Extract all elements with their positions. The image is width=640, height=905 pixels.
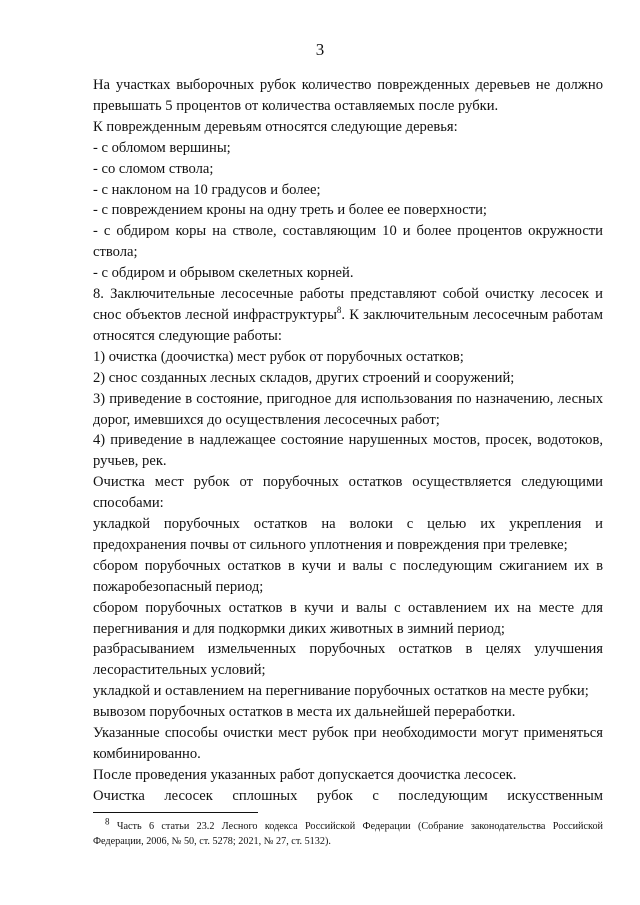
- paragraph-2-text: К поврежденным деревьям относятся следующие деревья:: [93, 118, 458, 135]
- paragraph-last: [93, 786, 603, 807]
- list-item-text: вывозом порубочных остатков в места их дальнейшей переработки.: [93, 704, 516, 721]
- footnote: [93, 816, 603, 849]
- paragraph: [93, 765, 603, 786]
- list-item-text: - с наклоном на 10 градусов и более;: [93, 181, 321, 198]
- paragraph: [93, 723, 603, 765]
- paragraph-text: Указанные способы очистки мест рубок при необходимости могут применяться комбинированно.: [93, 725, 603, 762]
- list-item: [93, 159, 603, 180]
- paragraph-text: Очистка лесосек сплошных рубок с последующим искусственным: [93, 787, 603, 804]
- list-item-text: укладкой и оставлением на перегнивание порубочных остатков на месте рубки;: [93, 683, 589, 700]
- list-item: [93, 389, 603, 431]
- footnote-mark: 8: [105, 816, 110, 827]
- footnote-separator: [93, 812, 258, 813]
- list-item-text: - с обдиром и обрывом скелетных корней.: [93, 265, 354, 282]
- list-item-text: 2) снос созданных лесных складов, других строений и сооружений;: [93, 369, 515, 386]
- list-item: [93, 681, 603, 702]
- list-item-text: - со сломом ствола;: [93, 160, 214, 177]
- list-item: [93, 514, 603, 556]
- page-number: 3: [315, 40, 325, 59]
- list-item-text: 3) приведение в состояние, пригодное для использования по назначению, лесных дорог, имевшихся до осуществления лесосечных работ;: [93, 390, 603, 428]
- list-item: [93, 347, 603, 368]
- list-item: [93, 639, 603, 681]
- list-item-text: 1) очистка (доочистка) мест рубок от порубочных остатков;: [93, 348, 464, 365]
- list-item-text: - с обломом вершины;: [93, 139, 231, 156]
- list-item-text: разбрасыванием измельченных порубочных остатков в целях улучшения лесорастительных условий;: [93, 641, 603, 679]
- paragraph-1-text: На участках выборочных рубок количество поврежденных деревьев не должно превышать 5 процентов от количества оставляемых после рубки.: [93, 77, 603, 114]
- list-item: [93, 221, 603, 263]
- list-item-text: укладкой порубочных остатков на волоки с целью их укрепления и предохранения почвы от сильного уплотнения и повреждения при трелевке;: [93, 516, 603, 553]
- list-item-text: сбором порубочных остатков в кучи и валы с оставлением их на месте для перегнивания и для подкормки диких животных в зимний период;: [93, 599, 603, 637]
- paragraph-text: Очистка мест рубок от порубочных остатков осуществляется следующими способами:: [93, 474, 603, 512]
- paragraph: [93, 472, 603, 514]
- list-item-text: - с повреждением кроны на одну треть и более ее поверхности;: [93, 202, 487, 219]
- list-item-text: сбором порубочных остатков в кучи и валы с последующим сжиганием их в пожаробезопасный период;: [93, 557, 603, 595]
- list-item-text: 4) приведение в надлежащее состояние нарушенных мостов, просек, водотоков, ручьев, рек.: [93, 432, 603, 470]
- list-item: [93, 200, 603, 221]
- document-body: [93, 75, 603, 807]
- paragraph-text: После проведения указанных работ допускается доочистка лесосек.: [93, 766, 517, 783]
- paragraph-1: [93, 75, 603, 117]
- paragraph-2: [93, 117, 603, 138]
- list-item: [93, 138, 603, 159]
- list-item: [93, 263, 603, 284]
- list-item: [93, 598, 603, 640]
- footnote-reference[interactable]: 8: [336, 305, 342, 316]
- paragraph-8-text: 8. Заключительные лесосечные работы представляют собой очистку лесосек и снос объектов лесной инфраструктуры: [93, 286, 603, 323]
- list-item: [93, 702, 603, 723]
- list-item-text: - с обдиром коры на стволе, составляющим 10 и более процентов окружности ствола;: [93, 223, 603, 261]
- list-item: [93, 180, 603, 201]
- footnote-text: Часть 6 статьи 23.2 Лесного кодекса Российской Федерации (Собрание законодательства Российской Федерации, 2006, № 50, ст. 5278; 2021, № 27, ст. 5132).: [93, 821, 603, 847]
- list-item: [93, 556, 603, 598]
- paragraph-8: 8. Заключительные лесосечные работы представляют собой очистку лесосек и снос объектов лесной инфраструктуры$^8$. К заключительным лесосечным работам относятся следующие работы:: [93, 286, 603, 344]
- list-item: [93, 430, 603, 472]
- list-item: [93, 368, 603, 389]
- paragraph-8-continuation: К заключительным лесосечным работам относятся следующие работы:: [93, 306, 603, 344]
